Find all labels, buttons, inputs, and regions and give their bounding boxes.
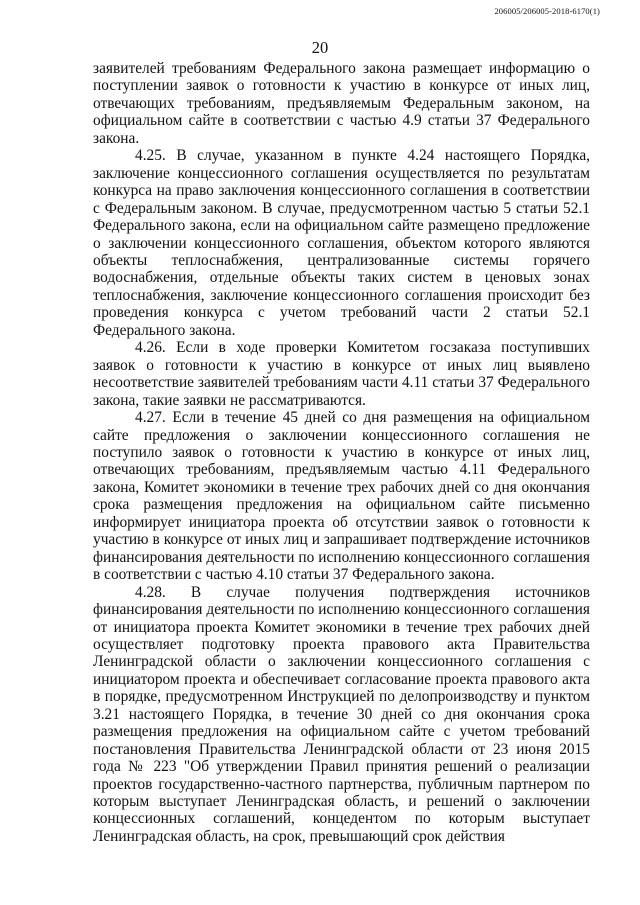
document-id-stamp: 206005/206005-2018-6170(1): [494, 6, 600, 16]
paragraph-4-26: 4.26. Если в ходе проверки Комитетом госзаказа поступивших заявок о готовности к участию в конкурсе от иных лиц выявлено несоответствие заявителей требованиям части 4.11 статьи 37 Федерального закона, такие заявки не рассматриваются.: [93, 339, 590, 409]
paragraph-4-27: 4.27. Если в течение 45 дней со дня размещения на официальном сайте предложения о заключении концессионного соглашения не поступило заявок о готовности к участию в конкурсе от иных лиц, отвечающих требованиям, предъявляемым частью 4.11 Федерального закона, Комитет экономики в течение трех рабочих дней со дня окончания срока размещения предложения на официальном сайте письменно информирует инициатора проекта об отсутствии заявок о готовности к участию в конкурсе от иных лиц и запрашивает подтверждение источников финансирования деятельности по исполнению концессионного соглашения в соответствии с частью 4.10 статьи 37 Федерального закона.: [93, 409, 590, 584]
document-body: [93, 60, 590, 845]
paragraph-continuation: заявителей требованиям Федерального закона размещает информацию о поступлении заявок о готовности к участию в конкурсе от иных лиц, отвечающих требованиям, предъявляемым Федеральным законом, на официальном сайте в соответствии с частью 4.9 статьи 37 Федерального закона.: [93, 60, 590, 147]
paragraph-4-28: 4.28. В случае получения подтверждения источников финансирования деятельности по исполнению концессионного соглашения от инициатора проекта Комитет экономики в течение трех рабочих дней осуществляет подготовку проекта правового акта Правительства Ленинградской области о заключении концессионного соглашения с инициатором проекта и обеспечивает согласование проекта правового акта в порядке, предусмотренном Инструкцией по делопроизводству и пунктом 3.21 настоящего Порядка, в течение 30 дней со дня окончания срока размещения предложения на официальном сайте с учетом требований постановления Правительства Ленинградской области от 23 июня 2015 года № 223 "Об утверждении Правил принятия решений о реализации проектов государственно-частного партнерства, публичным партнером по которым выступает Ленинградская область, и решений о заключении концессионных соглашений, концедентом по которым выступает Ленинградская область, на срок, превышающий срок действия: [93, 583, 590, 845]
paragraph-4-25: 4.25. В случае, указанном в пункте 4.24 настоящего Порядка, заключение концессионного соглашения осуществляется по результатам конкурса на право заключения концессионного соглашения в соответствии с Федеральным законом. В случае, предусмотренном частью 5 статьи 52.1 Федерального закона, если на официальном сайте размещено предложение о заключении концессионного соглашения, объектом которого являются объекты теплоснабжения, централизованные системы горячего водоснабжения, отдельные объекты таких систем в ценовых зонах теплоснабжения, заключение концессионного соглашения происходит без проведения конкурса с учетом требований части 2 статьи 52.1 Федерального закона.: [93, 147, 590, 339]
page-number: 20: [311, 38, 329, 57]
